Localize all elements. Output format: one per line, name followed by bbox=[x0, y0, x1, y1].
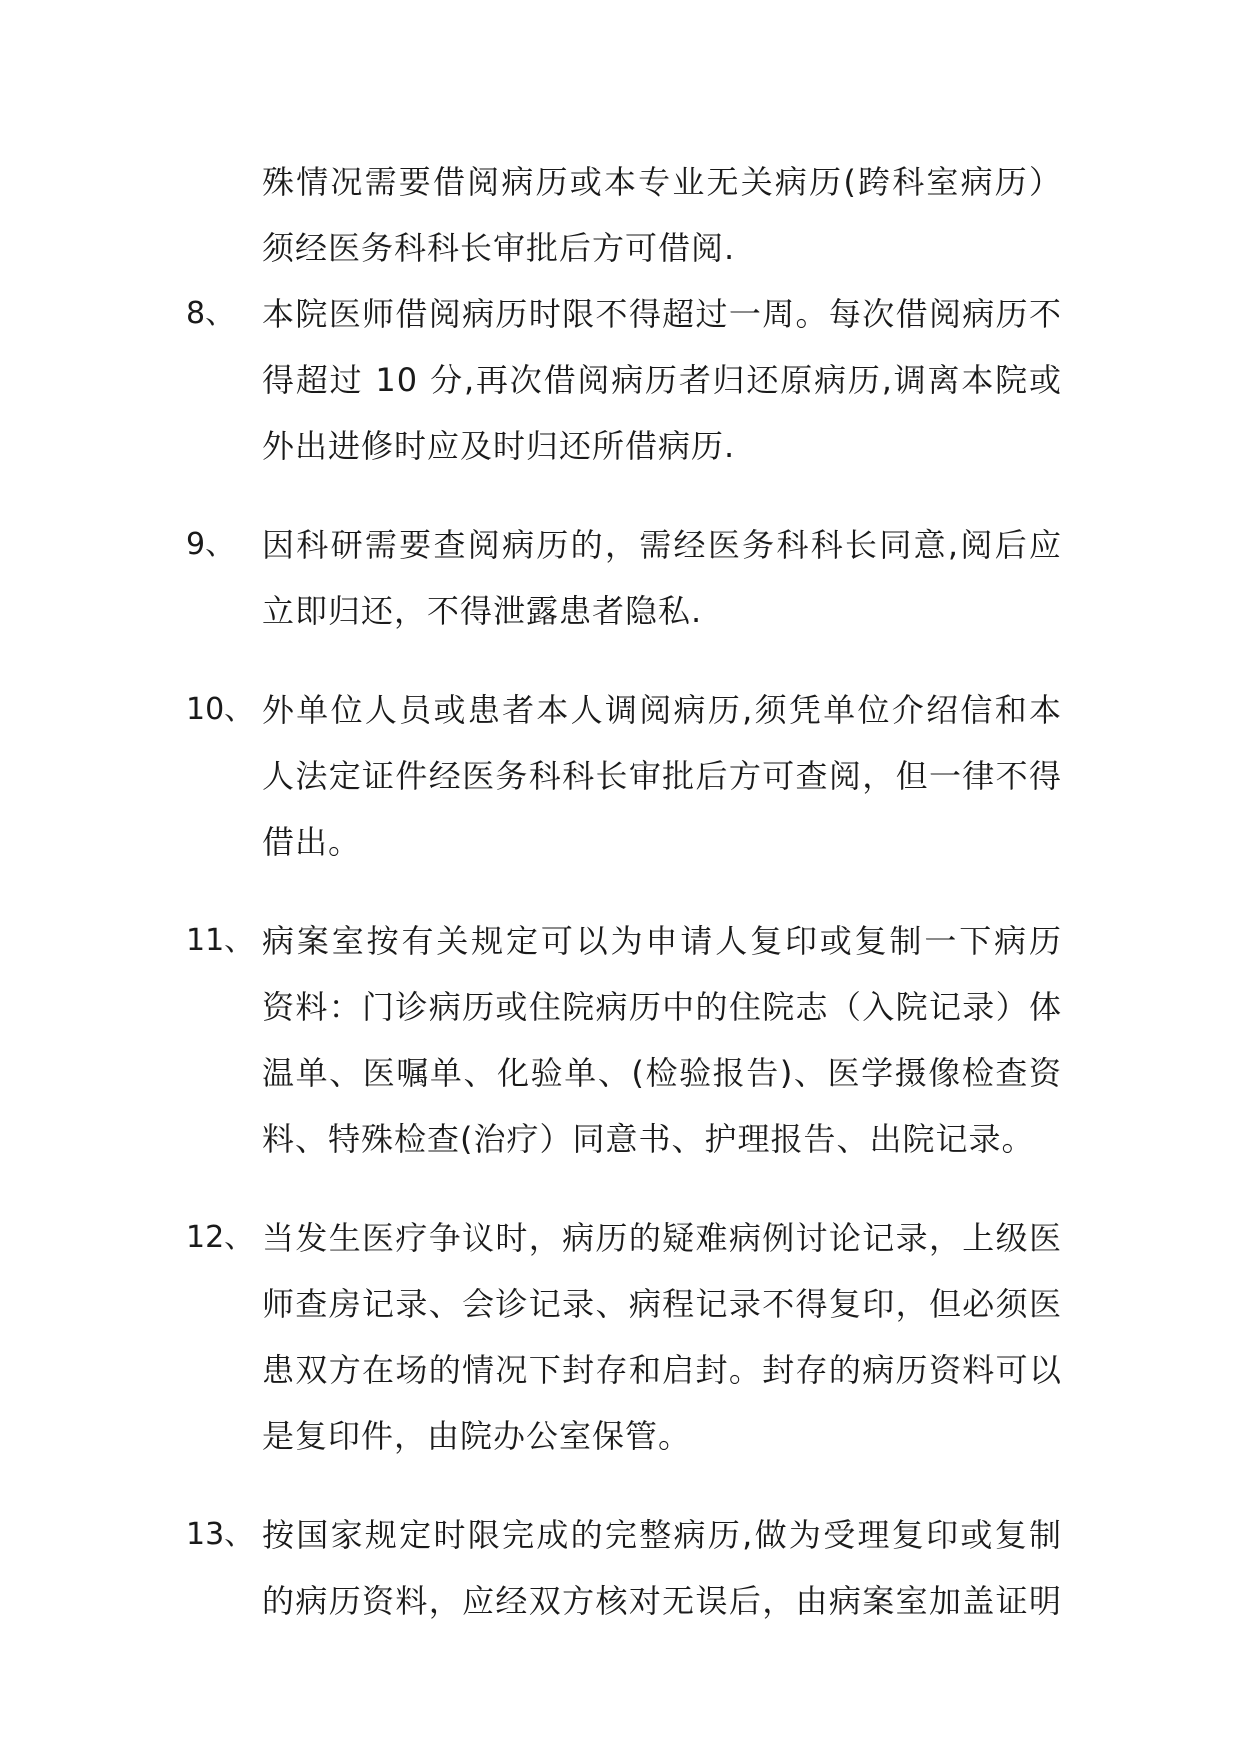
paragraph-line: 借出。 bbox=[262, 823, 362, 861]
paragraph-line: 立即归还，不得泄露患者隐私. bbox=[262, 592, 703, 630]
paragraph-line: 资料：门诊病历或住院病历中的住院志（入院记录）体 bbox=[262, 988, 1062, 1026]
paragraph-line: 人法定证件经医务科科长审批后方可查阅，但一律不得 bbox=[262, 757, 1062, 795]
item-number: 12、 bbox=[186, 1220, 255, 1255]
paragraph-line: 温单、医嘱单、化验单、(检验报告)、医学摄像检查资 bbox=[262, 1054, 1062, 1092]
paragraph-line: 按国家规定时限完成的完整病历,做为受理复印或复制 bbox=[262, 1516, 1062, 1554]
item-number: 9、 bbox=[186, 527, 236, 562]
item-number: 11、 bbox=[186, 923, 255, 958]
paragraph-line: 当发生医疗争议时，病历的疑难病例讨论记录，上级医 bbox=[262, 1219, 1062, 1257]
paragraph-line: 病案室按有关规定可以为申请人复印或复制一下病历 bbox=[262, 922, 1062, 960]
paragraph-line: 得超过 10 分,再次借阅病历者归还原病历,调离本院或 bbox=[262, 361, 1062, 399]
item-number: 10、 bbox=[186, 692, 255, 727]
item-number: 13、 bbox=[186, 1517, 255, 1552]
paragraph-line: 外出进修时应及时归还所借病历. bbox=[262, 427, 736, 465]
paragraph-line: 料、特殊检查(治疗）同意书、护理报告、出院记录。 bbox=[262, 1120, 1035, 1158]
paragraph-line: 因科研需要查阅病历的，需经医务科科长同意,阅后应 bbox=[262, 526, 1062, 564]
paragraph-line: 患双方在场的情况下封存和启封。封存的病历资料可以 bbox=[262, 1351, 1062, 1389]
paragraph-line: 本院医师借阅病历时限不得超过一周。每次借阅病历不 bbox=[262, 295, 1062, 333]
paragraph-line: 须经医务科科长审批后方可借阅. bbox=[262, 229, 736, 267]
paragraph-line: 殊情况需要借阅病历或本专业无关病历(跨科室病历） bbox=[262, 163, 1062, 201]
paragraph-line: 外单位人员或患者本人调阅病历,须凭单位介绍信和本 bbox=[262, 691, 1062, 729]
item-number: 8、 bbox=[186, 296, 236, 331]
paragraph-line: 师查房记录、会诊记录、病程记录不得复印，但必须医 bbox=[262, 1285, 1062, 1323]
paragraph-line: 的病历资料，应经双方核对无误后，由病案室加盖证明 bbox=[262, 1582, 1062, 1620]
paragraph-line: 是复印件，由院办公室保管。 bbox=[262, 1417, 692, 1455]
